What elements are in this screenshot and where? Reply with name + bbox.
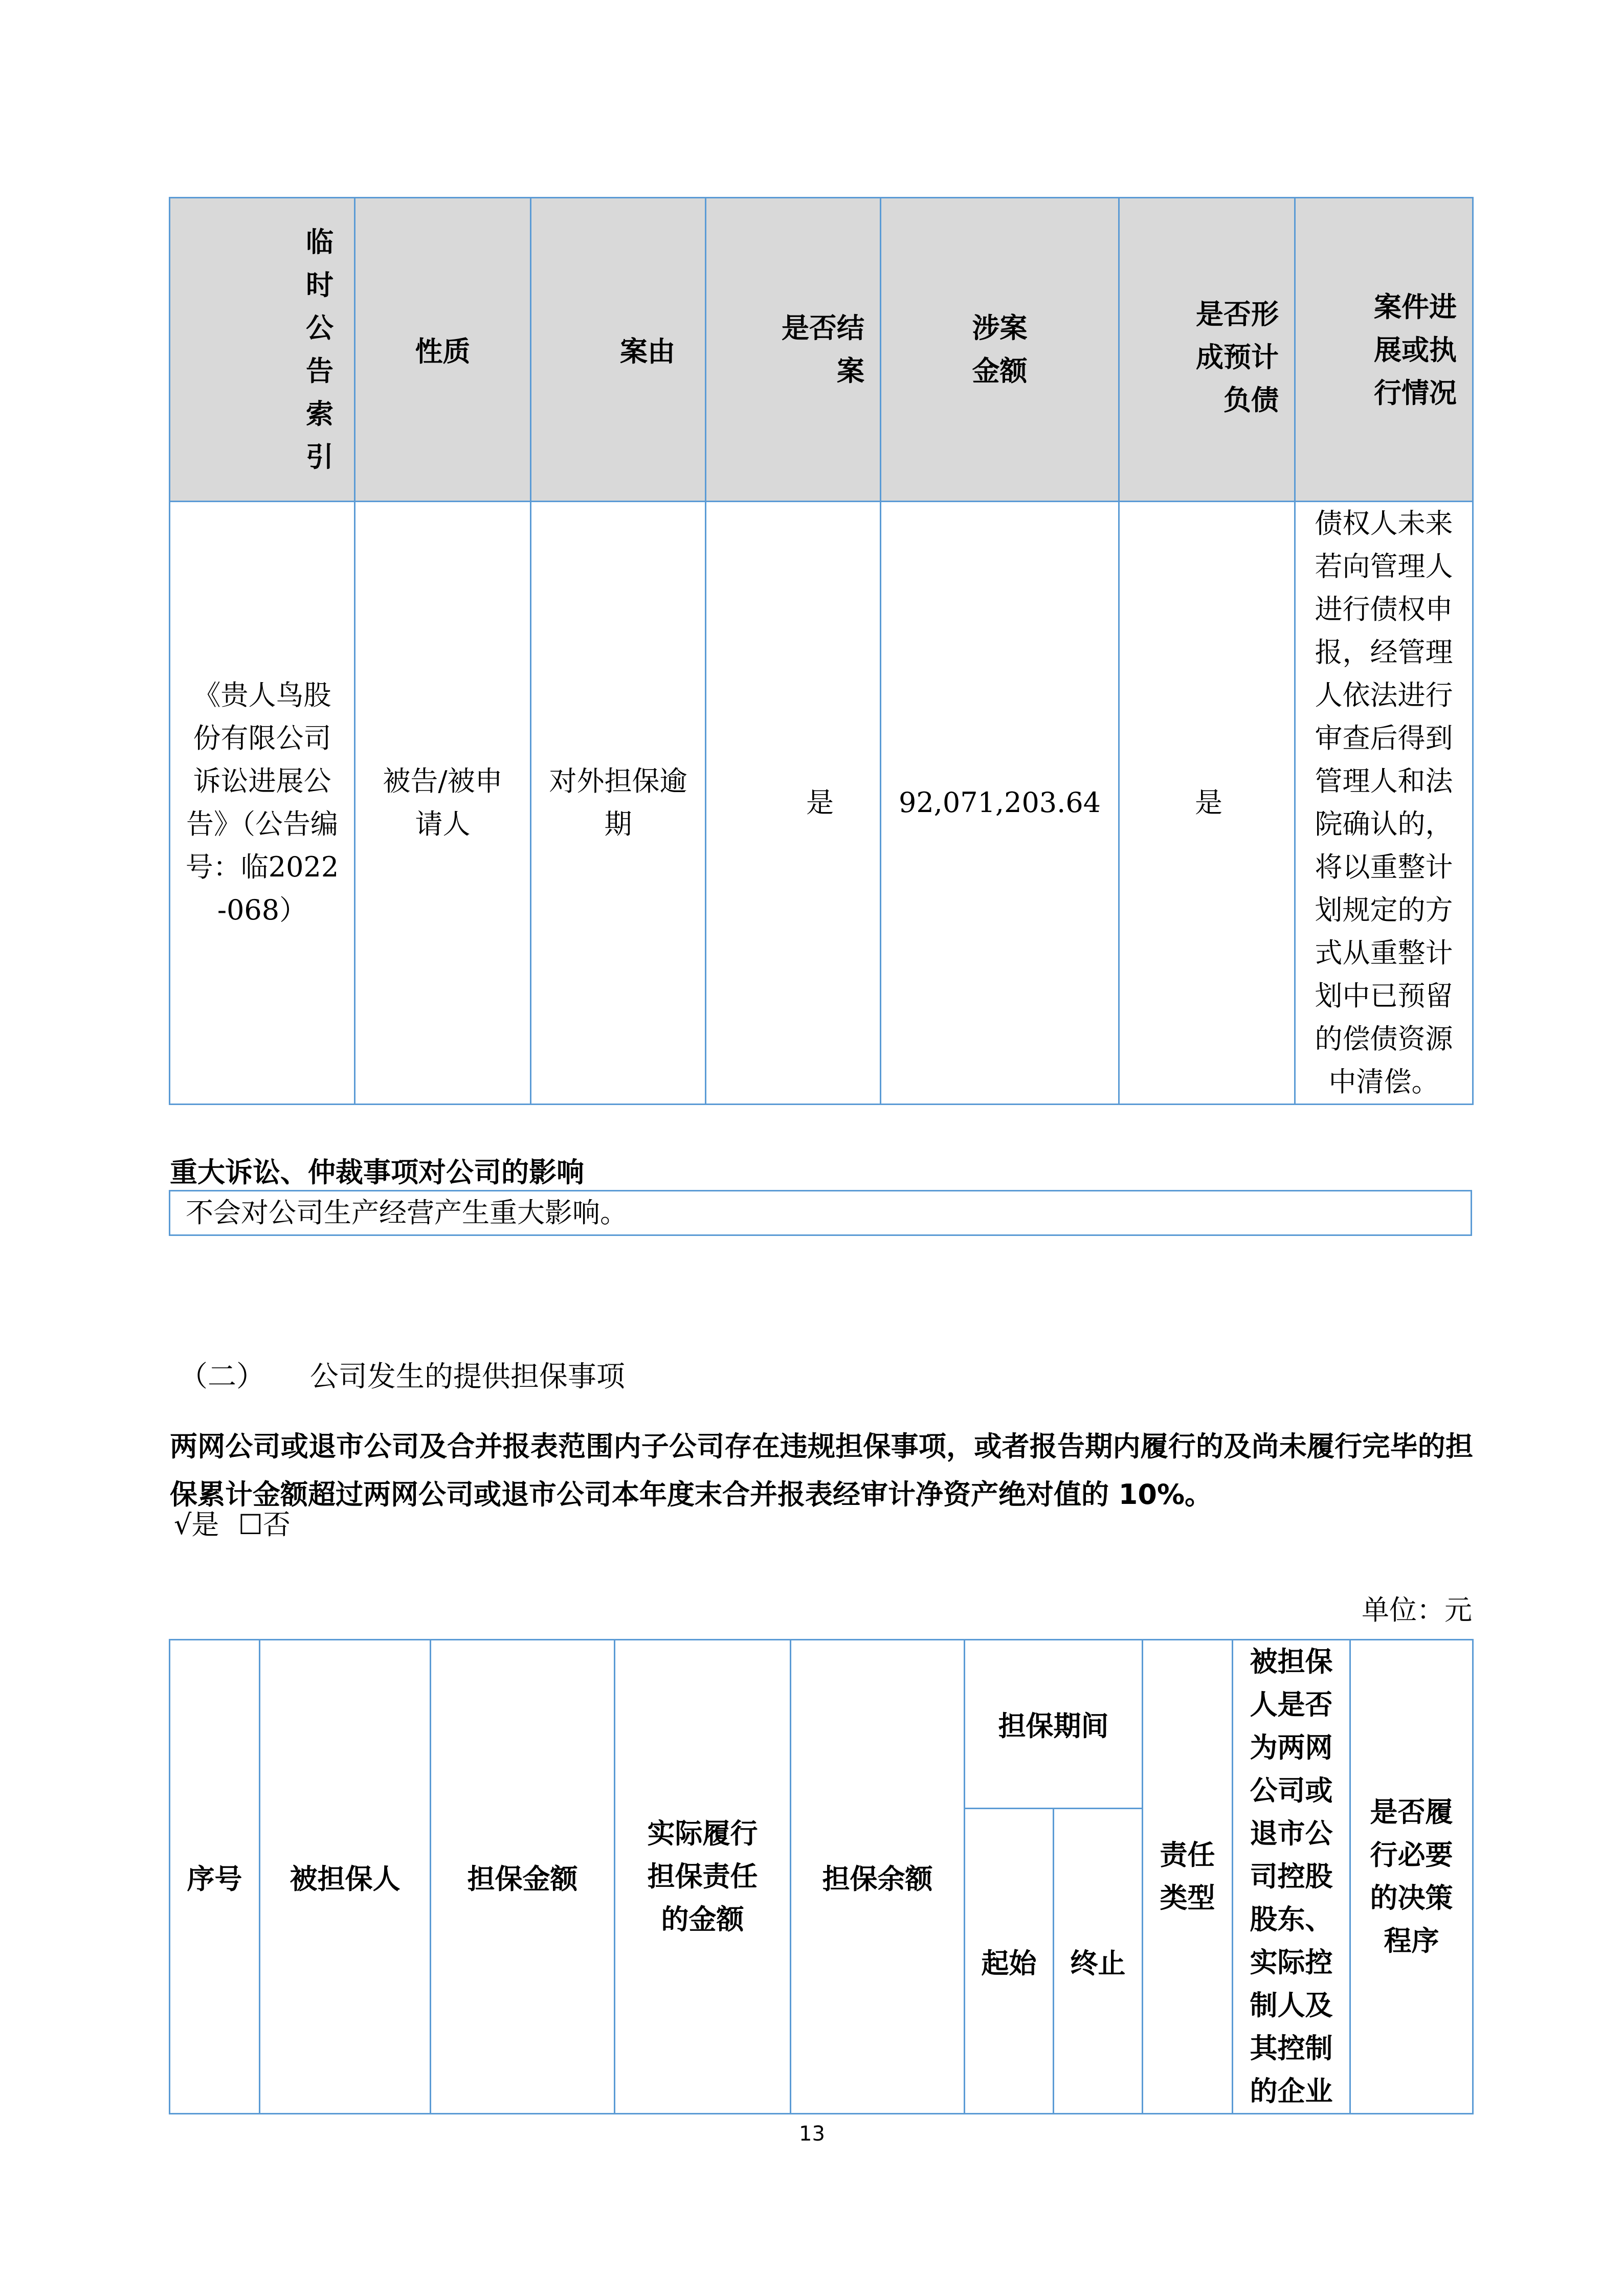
cell-amount: 92,071,203.64	[881, 502, 1119, 1105]
header-guaranteed: 被担保人	[260, 1640, 431, 2114]
guarantee-statement: 两网公司或退市公司及合并报表范围内子公司存在违规担保事项，或者报告期内履行的及尚未履行完毕的担保累计金额超过两网公司或退市公司本年度末合并报表经审计净资产绝对值的 10%。	[170, 1430, 1473, 1511]
section-2-heading	[179, 1354, 625, 1395]
header-amount: 涉案金额	[881, 198, 1119, 502]
header-guarantee-amount: 担保金额	[431, 1640, 615, 2114]
page-number: 13	[799, 2122, 825, 2146]
impact-text: 不会对公司生产经营产生重大影响。	[186, 1197, 628, 1229]
cell-announcement: 《贵人鸟股份有限公司诉讼进展公告》（公告编号：临2022-068）	[170, 502, 355, 1105]
cell-nature: 被告/被申请人	[355, 502, 531, 1105]
header-procedure: 是否履行必要的决策程序	[1350, 1640, 1473, 2114]
section-2-title: 公司发生的提供担保事项	[309, 1360, 625, 1393]
litigation-table	[169, 197, 1474, 1105]
header-balance: 担保余额	[791, 1640, 965, 2114]
section-2-number: （二）	[179, 1360, 265, 1393]
impact-box	[169, 1190, 1472, 1236]
litigation-row	[170, 502, 1473, 1105]
header-actual-amount: 实际履行担保责任的金额	[615, 1640, 791, 2114]
guarantee-checkbox-line	[174, 1503, 291, 1546]
cell-cause: 对外担保逾期	[531, 502, 706, 1105]
litigation-table-header	[170, 198, 1473, 502]
impact-heading: 重大诉讼、仲裁事项对公司的影响	[170, 1156, 584, 1188]
header-cause: 案由	[531, 198, 706, 502]
header-announcement-index: 临时公告索引	[170, 198, 355, 502]
checkbox-yes[interactable]: √是	[174, 1509, 219, 1541]
header-progress: 案件进展或执行情况	[1295, 198, 1473, 502]
header-related-party: 被担保人是否为两网公司或退市公司控股股东、实际控制人及其控制的企业	[1233, 1640, 1350, 2114]
guarantee-table	[169, 1639, 1474, 2114]
header-closed: 是否结案	[706, 198, 881, 502]
header-nature: 性质	[355, 198, 531, 502]
header-period: 担保期间	[965, 1640, 1143, 1809]
cell-progress: 债权人未来若向管理人进行债权申报，经管理人依法进行审查后得到管理人和法院确认的，将以重整计划规定的方式从重整计划中已预留的偿债资源中清偿。	[1295, 502, 1473, 1105]
cell-closed: 是	[706, 502, 881, 1105]
unit-label: 单位：元	[1362, 1594, 1472, 1626]
header-provision: 是否形成预计负债	[1119, 198, 1295, 502]
checkbox-no[interactable]: ☐否	[238, 1509, 291, 1541]
header-start: 起始	[965, 1809, 1054, 2114]
cell-provision: 是	[1119, 502, 1295, 1105]
header-seq: 序号	[170, 1640, 260, 2114]
header-end: 终止	[1054, 1809, 1143, 2114]
header-liability: 责任类型	[1143, 1640, 1233, 2114]
guarantee-header-row-1	[170, 1640, 1473, 1809]
